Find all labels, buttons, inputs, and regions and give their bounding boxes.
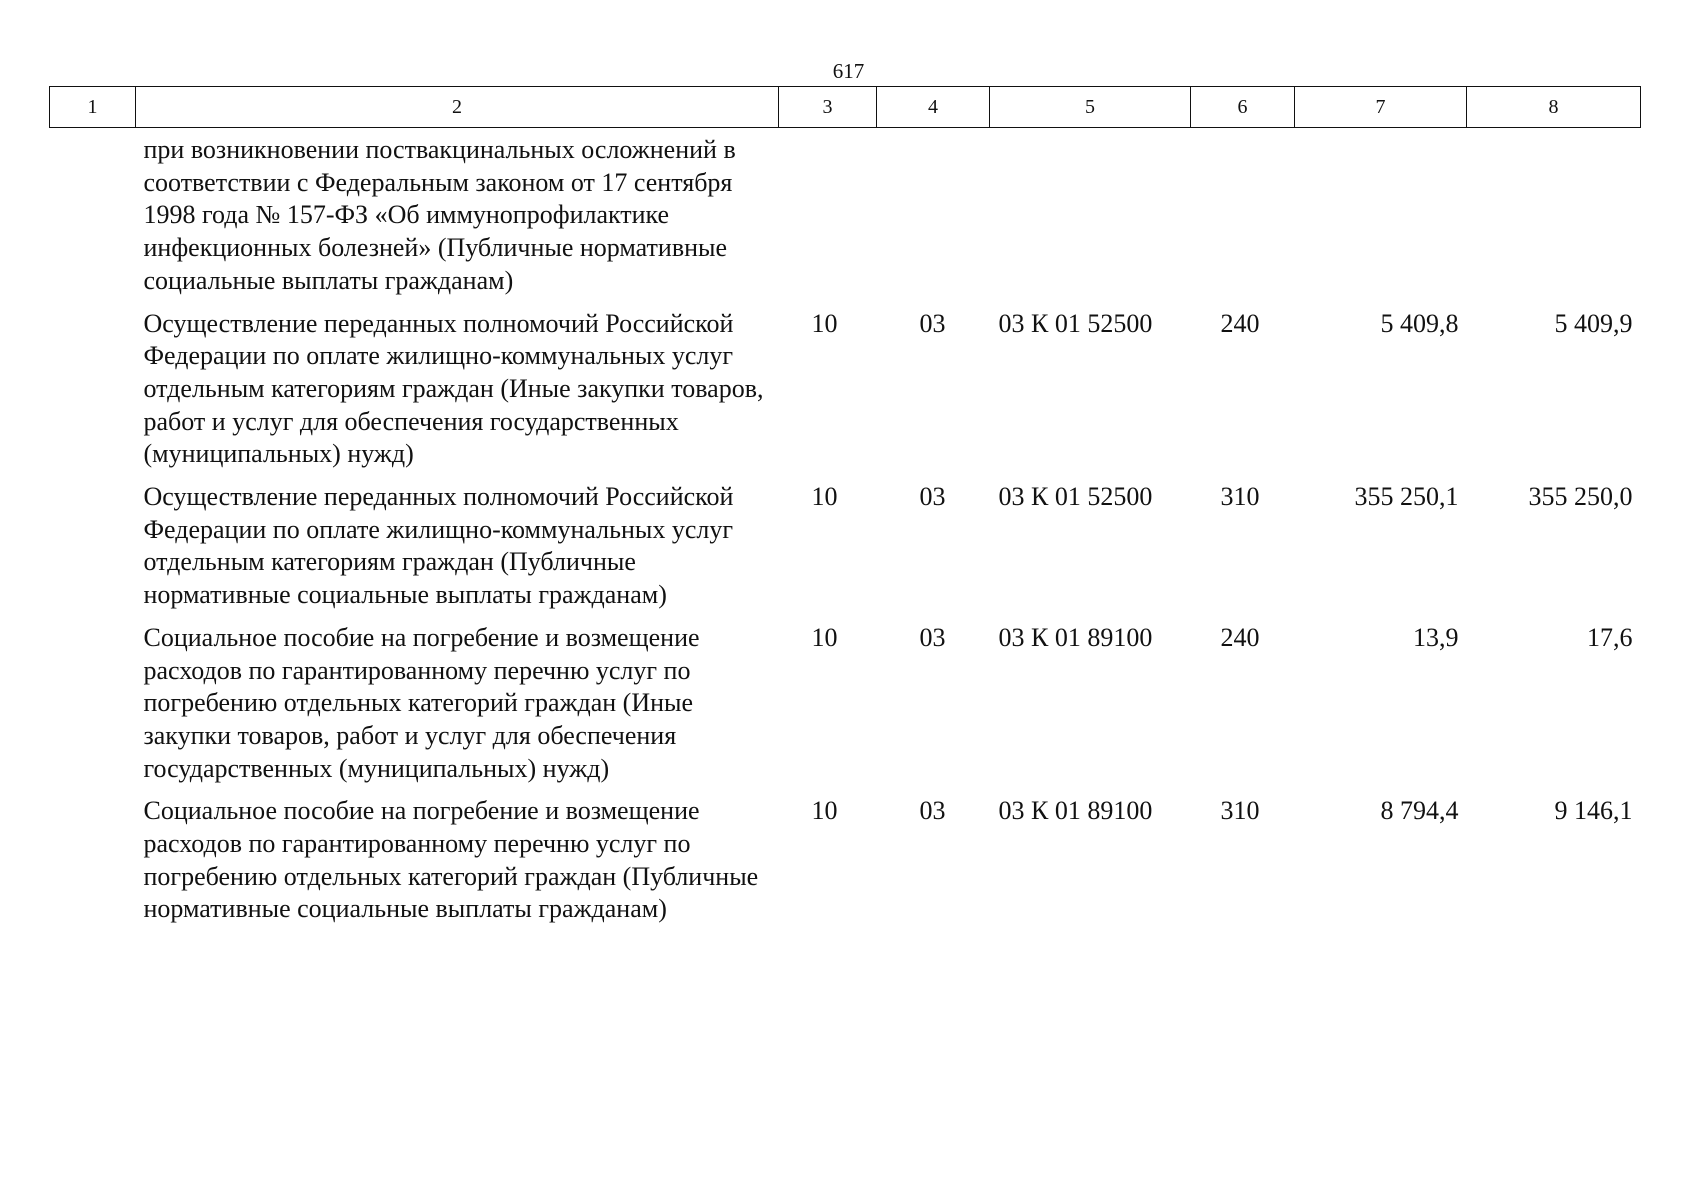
expense-name: Социальное пособие на погребение и возмещение расходов по гарантированному перечню услуг по погребению отдельных категорий граждан (Иные закупки товаров, работ и услуг для обеспечения государственных (муниципальных) нужд) [143,622,700,783]
row-number-cell [50,481,136,622]
expense-name: Социальное пособие на погребение и возмещение расходов по гарантированному перечню услуг по погребению отдельных категорий граждан (Публичные нормативные социальные выплаты гражданам) [143,796,759,924]
expense-kind-code: 240 [1220,308,1260,338]
column-header-5: 5 [990,87,1191,128]
amount-second [1467,128,1641,308]
budget-table [49,86,1641,936]
section-code: 10 [811,308,838,338]
expense-name: Осуществление переданных полномочий Российской Федерации по оплате жилищно-коммунальных услуг отдельным категориям граждан (Иные закупки товаров, работ и услуг для обеспечения государственных (муниципальных) нужд) [143,308,764,469]
column-header-6: 6 [1191,87,1295,128]
column-header-8: 8 [1467,87,1641,128]
expense-kind-code: 310 [1220,482,1260,512]
column-header-1: 1 [50,87,136,128]
section-code: 10 [811,796,838,826]
column-number-header-row [50,87,1641,128]
subsection-code [877,128,990,308]
table-row [50,481,1641,622]
amount-first: 13,9 [1413,622,1459,652]
subsection-code: 03 [919,622,946,652]
row-number-cell [50,622,136,796]
expense-name: при возникновении поствакцинальных осложнений в соответствии с Федеральным законом от 17 сентября 1998 года № 157-ФЗ «Об иммунопрофилактике инфекционных болезней» (Публичные нормативные социальные выплаты гражданам) [143,135,736,295]
target-article-code: 03 К 01 52500 [998,482,1153,512]
column-header-7: 7 [1295,87,1467,128]
amount-second: 355 250,0 [1528,482,1633,512]
expense-kind-code [1191,128,1295,308]
target-article-code [990,128,1191,308]
amount-second: 9 146,1 [1554,796,1633,826]
amount-second: 5 409,9 [1554,308,1633,338]
target-article-code: 03 К 01 52500 [998,308,1153,338]
section-code [779,128,877,308]
section-code: 10 [811,482,838,512]
row-number-cell [50,795,136,936]
table-row [50,128,1641,308]
page-number: 617 [832,59,865,83]
amount-first: 355 250,1 [1354,482,1459,512]
amount-first: 5 409,8 [1380,308,1459,338]
column-header-4: 4 [877,87,990,128]
column-header-2: 2 [136,87,779,128]
target-article-code: 03 К 01 89100 [998,796,1153,826]
amount-first [1295,128,1467,308]
amount-first: 8 794,4 [1380,796,1459,826]
subsection-code: 03 [919,796,946,826]
table-row [50,308,1641,482]
row-number-cell [50,308,136,482]
target-article-code: 03 К 01 89100 [998,622,1153,652]
subsection-code: 03 [919,482,946,512]
expense-name: Осуществление переданных полномочий Российской Федерации по оплате жилищно-коммунальных услуг отдельным категориям граждан (Публичные нормативные социальные выплаты гражданам) [143,482,734,610]
row-number-cell [50,128,136,308]
expense-kind-code: 240 [1220,622,1260,652]
table-row [50,795,1641,936]
column-header-3: 3 [779,87,877,128]
section-code: 10 [811,622,838,652]
amount-second: 17,6 [1587,622,1633,652]
subsection-code: 03 [919,308,946,338]
table-row [50,622,1641,796]
expense-kind-code: 310 [1220,796,1260,826]
